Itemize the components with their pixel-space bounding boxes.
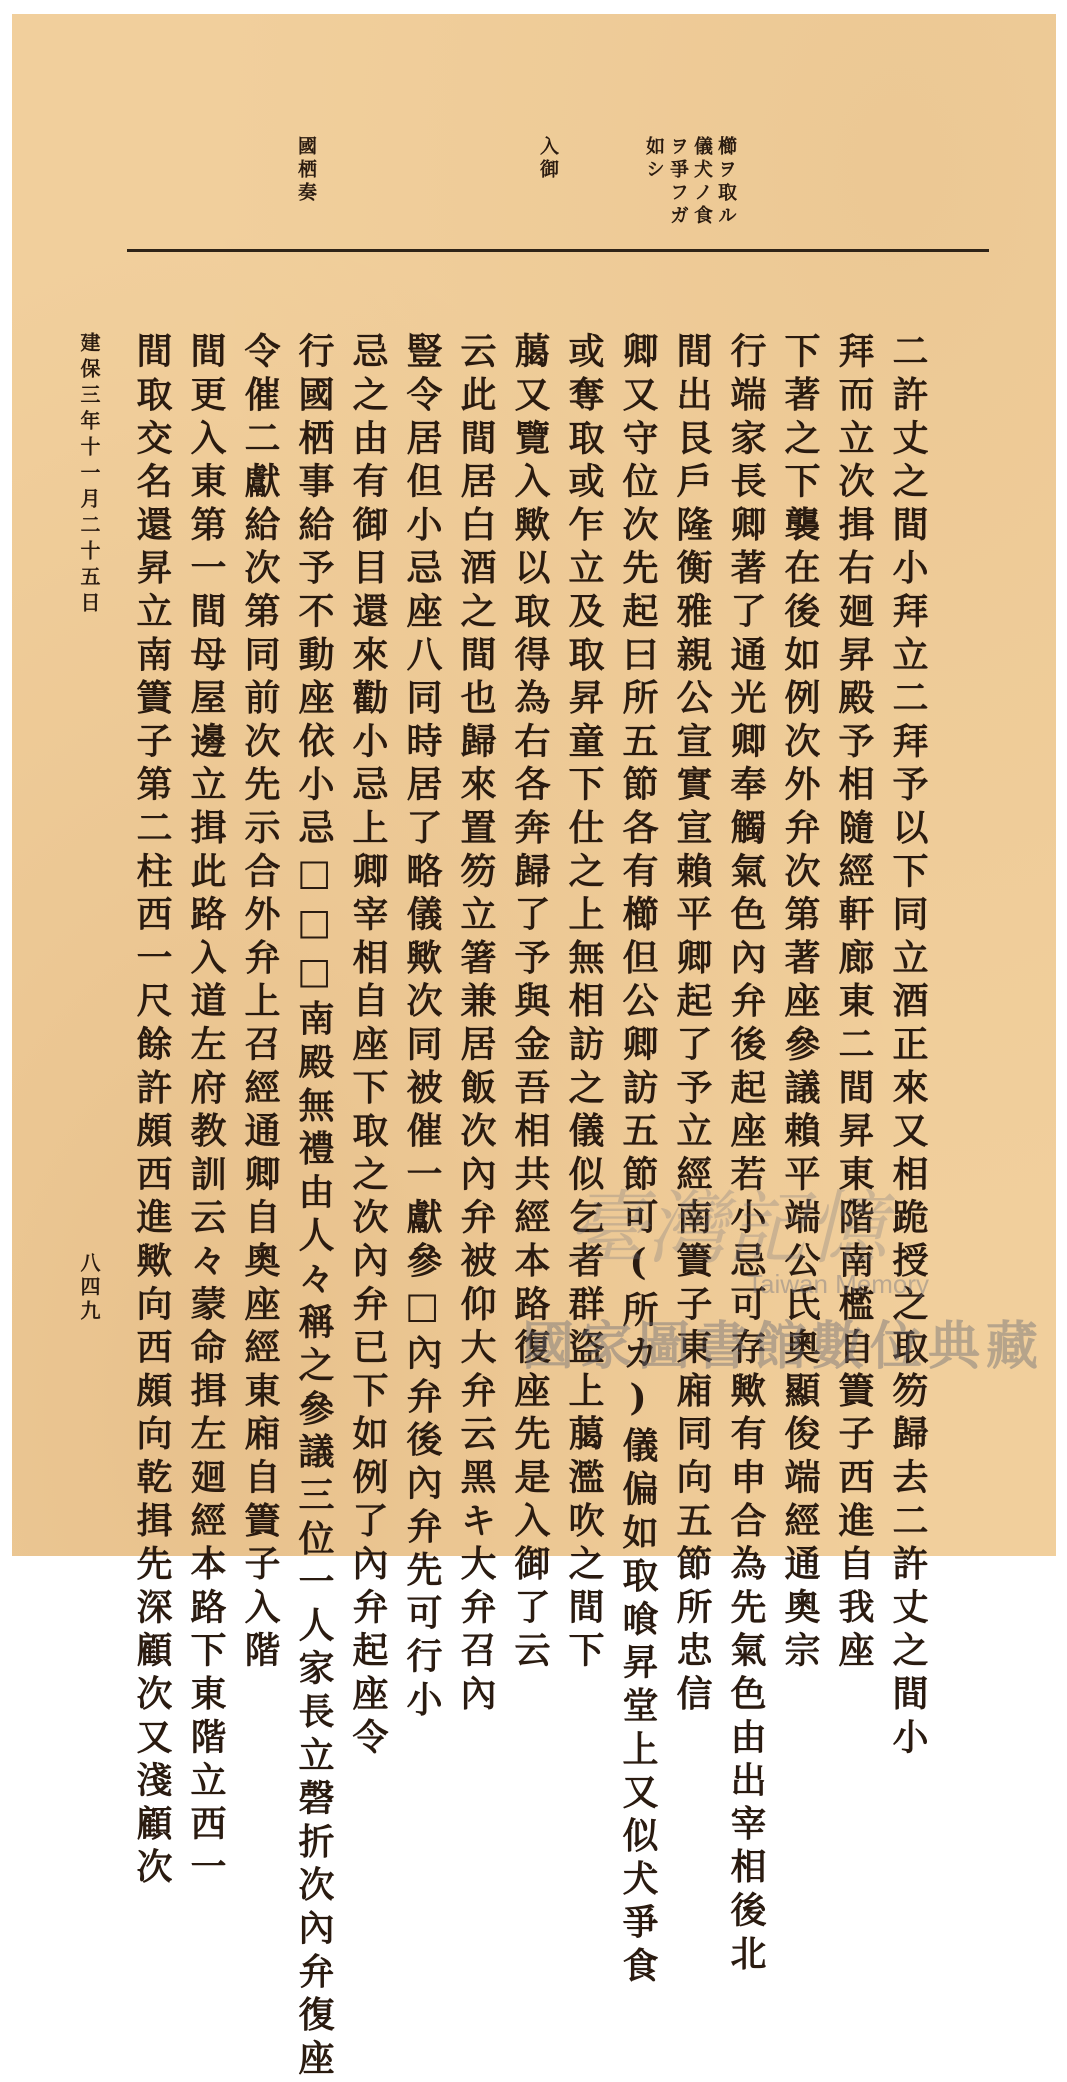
text-column: 或奪取或乍立及取昇童下仕之上無相訪之儀似乞者群盜上﨟濫吹之間下 — [563, 332, 605, 1675]
watermark-subtitle: Taiwan Memory — [747, 1269, 930, 1299]
text-column: 豎令居但小忌座八同時居了略儀歟次同被催一獻參□內弁後內弁先可行小 — [401, 332, 443, 1724]
text-column: 云此間居白酒之間也歸來置笏立箸兼居飯次內弁被仰大弁云黑キ大弁召內 — [455, 332, 497, 1718]
text-column: 間更入東第一間母屋邊立揖此路入道左府教訓云々蒙命揖左廻經本路下東階立西一 — [185, 332, 227, 1891]
text-column: 行國栖事給予不動座依小忌□□□南殿無禮由人々稱之參議三位一人家長立磬折次內弁復座 — [293, 332, 335, 2082]
page-number: 八四九 — [77, 1252, 101, 1324]
text-column: 﨟又覽入歟以取得為右各奔歸了予與金吾相共經本路復座先是入御了云 — [509, 332, 551, 1675]
headnote-line: 儀犬ノ食 — [691, 136, 713, 228]
watermark-text: 國家圖書館數位典藏 — [522, 1316, 1045, 1377]
headnote-line: 櫛ヲ取ル — [715, 136, 737, 228]
text-column: 令催二獻給次第同前次先示合外弁上召經通卿自奧座經東廂自簀子入階 — [239, 332, 281, 1675]
document-page — [12, 14, 1056, 2082]
text-column: 卿又守位次先起曰所五節各有櫛但公卿訪五節可(所カ)儀偏如取喰昇堂上又似犬爭食 — [617, 332, 659, 1990]
text-column: 間出艮戶隆衡雅親公宣實宣賴平卿起了予立經南簀子東廂同向五節所忠信 — [671, 332, 713, 1718]
headnote-line: ヲ爭フガ — [667, 136, 689, 228]
text-column: 拜而立次揖右廻昇殿予相隨經軒廊東二間昇東階南檻自簀子西進自我座 — [833, 332, 875, 1675]
header-divider — [127, 249, 989, 252]
text-column: 間取交名還昇立南簀子第二柱西一尺餘許頗西進歟向西頗向乾揖先深顧次又淺顧次 — [131, 332, 173, 1891]
watermark-calligraphy: 臺灣記憶 — [567, 1182, 887, 1275]
text-column: 二許丈之間小拜立二拜予以下同立酒正來又相跪授之取笏歸去二許丈之間小 — [887, 332, 929, 1761]
text-column: 忌之由有御目還來勸小忌上卿宰相自座下取之次內弁已下如例了內弁起座令 — [347, 332, 389, 1761]
text-column: 行端家長卿著了通光卿奉觸氣色內弁後起座若小忌可存歟有申合為先氣色由出宰相後北 — [725, 332, 767, 1978]
headnote-line: 如シ — [643, 136, 665, 182]
headnote-line: 入御 — [537, 136, 559, 182]
date-line: 建保三年十一月二十五日 — [77, 332, 101, 618]
text-column: 下著之下襲在後如例次外弁次第著座參議賴平端公氏奧顯俊端經通奧宗 — [779, 332, 821, 1675]
headnote-line: 國栖奏 — [295, 136, 317, 205]
